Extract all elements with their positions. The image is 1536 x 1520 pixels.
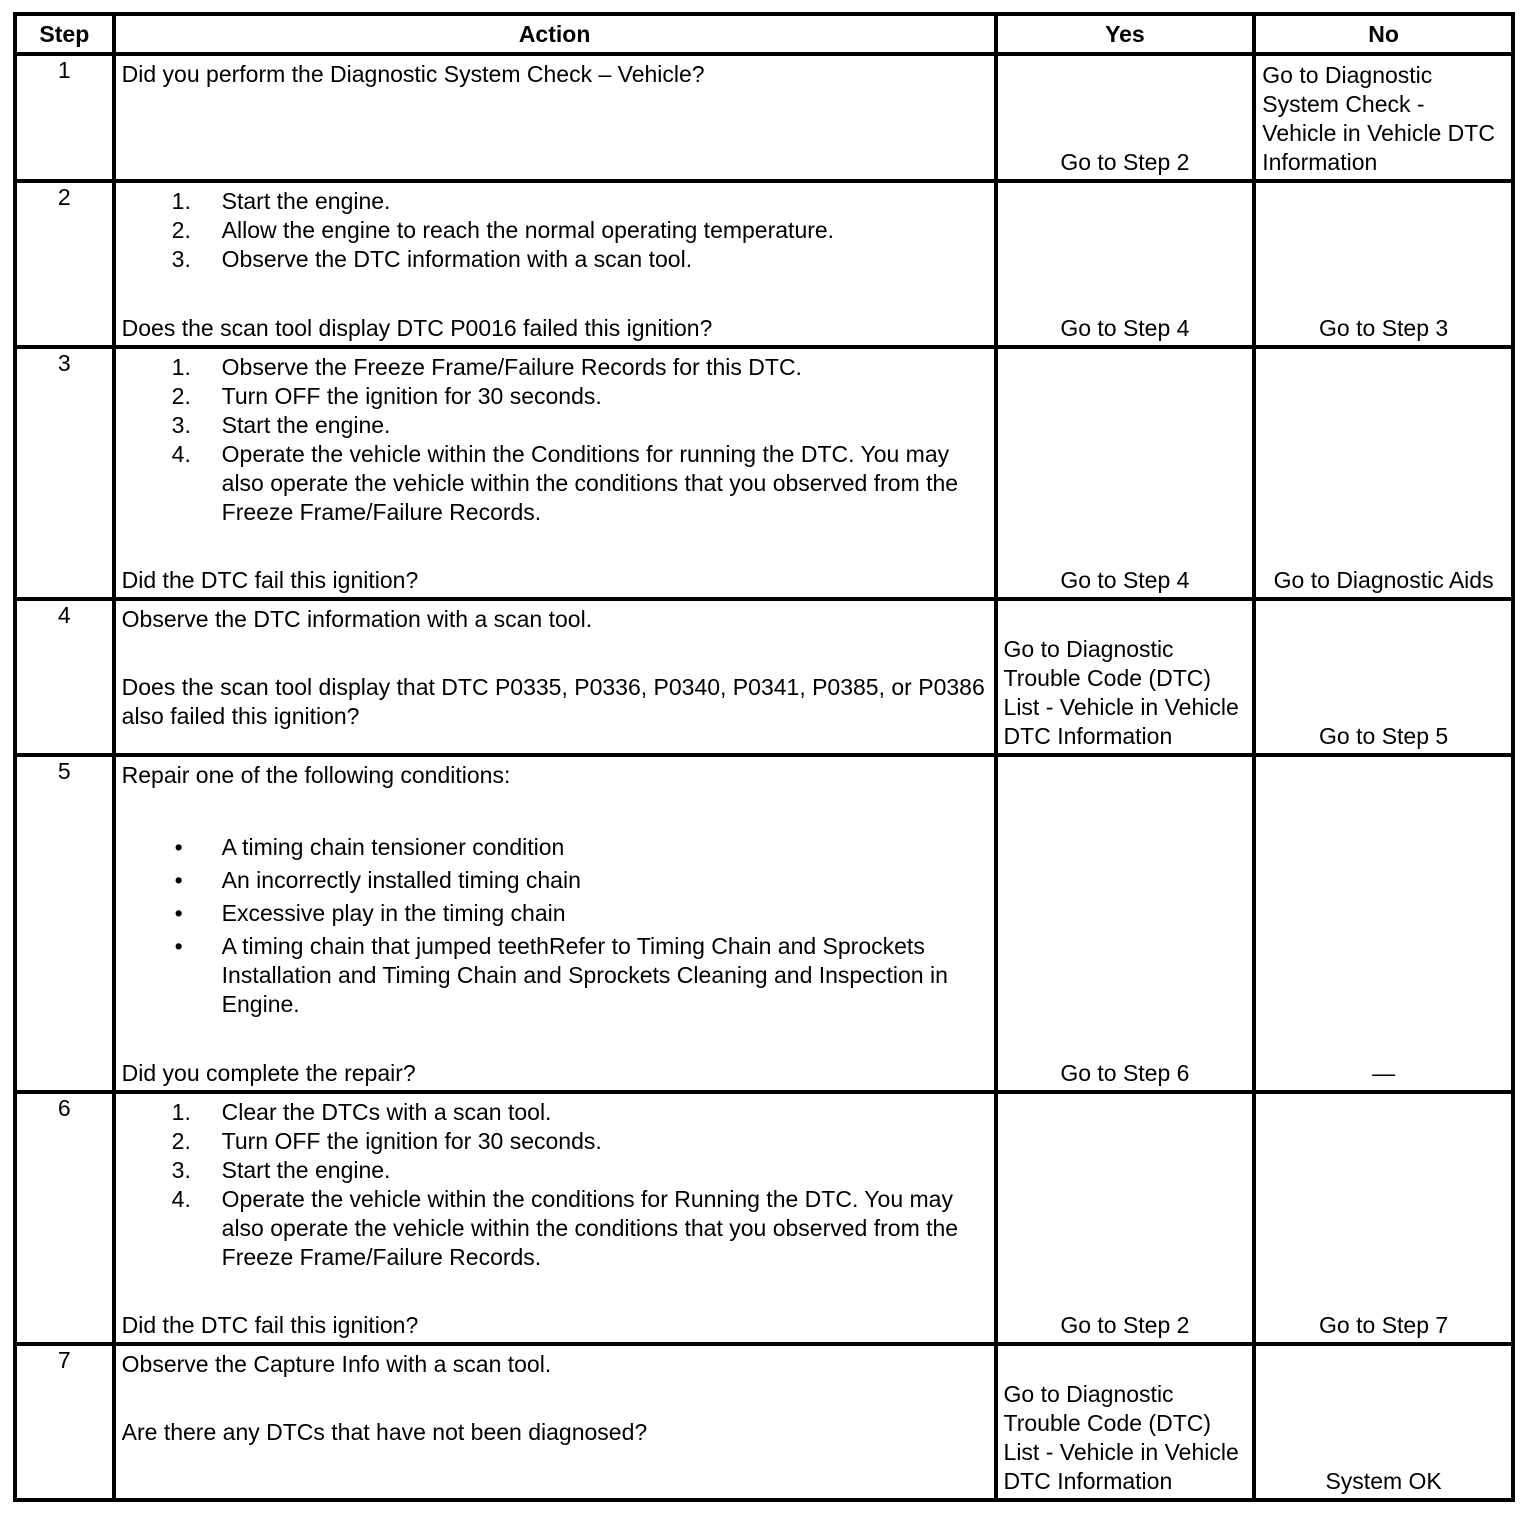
header-yes: Yes (996, 14, 1255, 54)
list-item: 1. Clear the DTCs with a scan tool. (171, 1099, 552, 1125)
action-cell (114, 1344, 996, 1500)
action-question: Did you complete the repair? (121, 1060, 416, 1086)
yes-cell (996, 599, 1255, 755)
yes-result: Go to Diagnostic Trouble Code (DTC) List - Vehicle in Vehicle DTC Information (1003, 636, 1239, 749)
list-item: 2. Turn OFF the ignition for 30 seconds. (171, 383, 602, 409)
yes-cell (996, 347, 1255, 599)
no-result: Go to Step 7 (1319, 1312, 1449, 1338)
step-number: 6 (15, 1092, 114, 1344)
list-item: 3. Start the engine. (171, 412, 391, 438)
no-result: System OK (1325, 1468, 1442, 1494)
table-row (15, 1344, 1513, 1500)
step-number: 4 (15, 599, 114, 755)
no-result: Go to Step 3 (1319, 315, 1449, 341)
diagnostic-table (13, 12, 1515, 1502)
action-question: Are there any DTCs that have not been diagnosed? (121, 1419, 648, 1445)
action-cell (114, 54, 996, 181)
header-no: No (1254, 14, 1513, 54)
action-cell (114, 599, 996, 755)
bullet-icon: • (174, 867, 183, 893)
step-number: 5 (15, 755, 114, 1092)
no-result: Go to Diagnostic Aids (1273, 567, 1494, 593)
no-cell (1254, 347, 1513, 599)
step-number: 2 (15, 181, 114, 347)
table-row (15, 1092, 1513, 1344)
list-item: 1. Start the engine. (171, 188, 391, 214)
bullet-icon: • (174, 900, 183, 926)
table-row (15, 599, 1513, 755)
header-row (15, 14, 1513, 54)
list-item: 1. Observe the Freeze Frame/Failure Records for this DTC. (171, 354, 802, 380)
list-item: • A timing chain tensioner condition (122, 833, 988, 862)
yes-cell (996, 755, 1255, 1092)
yes-cell (996, 1092, 1255, 1344)
action-cell (114, 755, 996, 1092)
action-cell (114, 1092, 996, 1344)
action-cell (114, 181, 996, 347)
action-intro: Did you perform the Diagnostic System Check – Vehicle? (121, 61, 705, 87)
no-cell (1254, 599, 1513, 755)
yes-result: Go to Step 2 (1060, 149, 1190, 175)
yes-result: Go to Step 4 (1060, 567, 1190, 593)
yes-result: Go to Step 4 (1060, 315, 1190, 341)
action-intro: Observe the DTC information with a scan tool. (121, 606, 593, 632)
no-cell (1254, 1092, 1513, 1344)
yes-cell (996, 54, 1255, 181)
yes-result: Go to Diagnostic Trouble Code (DTC) List - Vehicle in Vehicle DTC Information (1003, 1381, 1239, 1494)
list-item: • Excessive play in the timing chain (122, 899, 988, 928)
header-step: Step (15, 14, 114, 54)
list-item: 2. Allow the engine to reach the normal operating temperature. (171, 217, 835, 243)
list-item: 4. Operate the vehicle within the Conditions for running the DTC. You may also operate the vehicle within the conditions that you observed from the Freeze Frame/Failure Records. (171, 441, 959, 525)
yes-result: Go to Step 2 (1060, 1312, 1190, 1338)
step-number: 3 (15, 347, 114, 599)
yes-cell (996, 1344, 1255, 1500)
no-cell (1254, 54, 1513, 181)
table-row (15, 347, 1513, 599)
no-result: — (1372, 1060, 1396, 1086)
list-item: • A timing chain that jumped teethRefer to Timing Chain and Sprockets Installation and Timing Chain and Sprockets Cleaning and Inspection in Engine. (122, 932, 988, 1019)
no-cell (1254, 181, 1513, 347)
list-item: 2. Turn OFF the ignition for 30 seconds. (171, 1128, 602, 1154)
no-cell (1254, 1344, 1513, 1500)
action-question: Does the scan tool display DTC P0016 failed this ignition? (121, 315, 713, 341)
no-result: Go to Step 5 (1319, 723, 1449, 749)
table-row (15, 181, 1513, 347)
action-question: Did the DTC fail this ignition? (121, 567, 419, 593)
action-question: Did the DTC fail this ignition? (121, 1312, 419, 1338)
action-cell (114, 347, 996, 599)
list-item: 3. Observe the DTC information with a scan tool. (171, 246, 693, 272)
table-row (15, 54, 1513, 181)
step-number: 1 (15, 54, 114, 181)
action-intro: Repair one of the following conditions: (121, 762, 511, 788)
list-item: 3. Start the engine. (171, 1157, 391, 1183)
bullet-icon: • (174, 834, 183, 860)
action-intro: Observe the Capture Info with a scan tool. (121, 1351, 552, 1377)
table-row (15, 755, 1513, 1092)
bullet-icon: • (174, 933, 183, 959)
list-item: 4. Operate the vehicle within the conditions for Running the DTC. You may also operate the vehicle within the conditions that you observed from the Freeze Frame/Failure Records. (171, 1186, 959, 1270)
yes-cell (996, 181, 1255, 347)
header-action: Action (114, 14, 996, 54)
no-cell (1254, 755, 1513, 1092)
step-number: 7 (15, 1344, 114, 1500)
action-question: Does the scan tool display that DTC P0335, P0336, P0340, P0341, P0385, or P0386 also failed this ignition? (121, 674, 985, 729)
no-result: Go to Diagnostic System Check - Vehicle in Vehicle DTC Information (1262, 62, 1495, 175)
yes-result: Go to Step 6 (1060, 1060, 1190, 1086)
list-item: • An incorrectly installed timing chain (122, 866, 988, 895)
